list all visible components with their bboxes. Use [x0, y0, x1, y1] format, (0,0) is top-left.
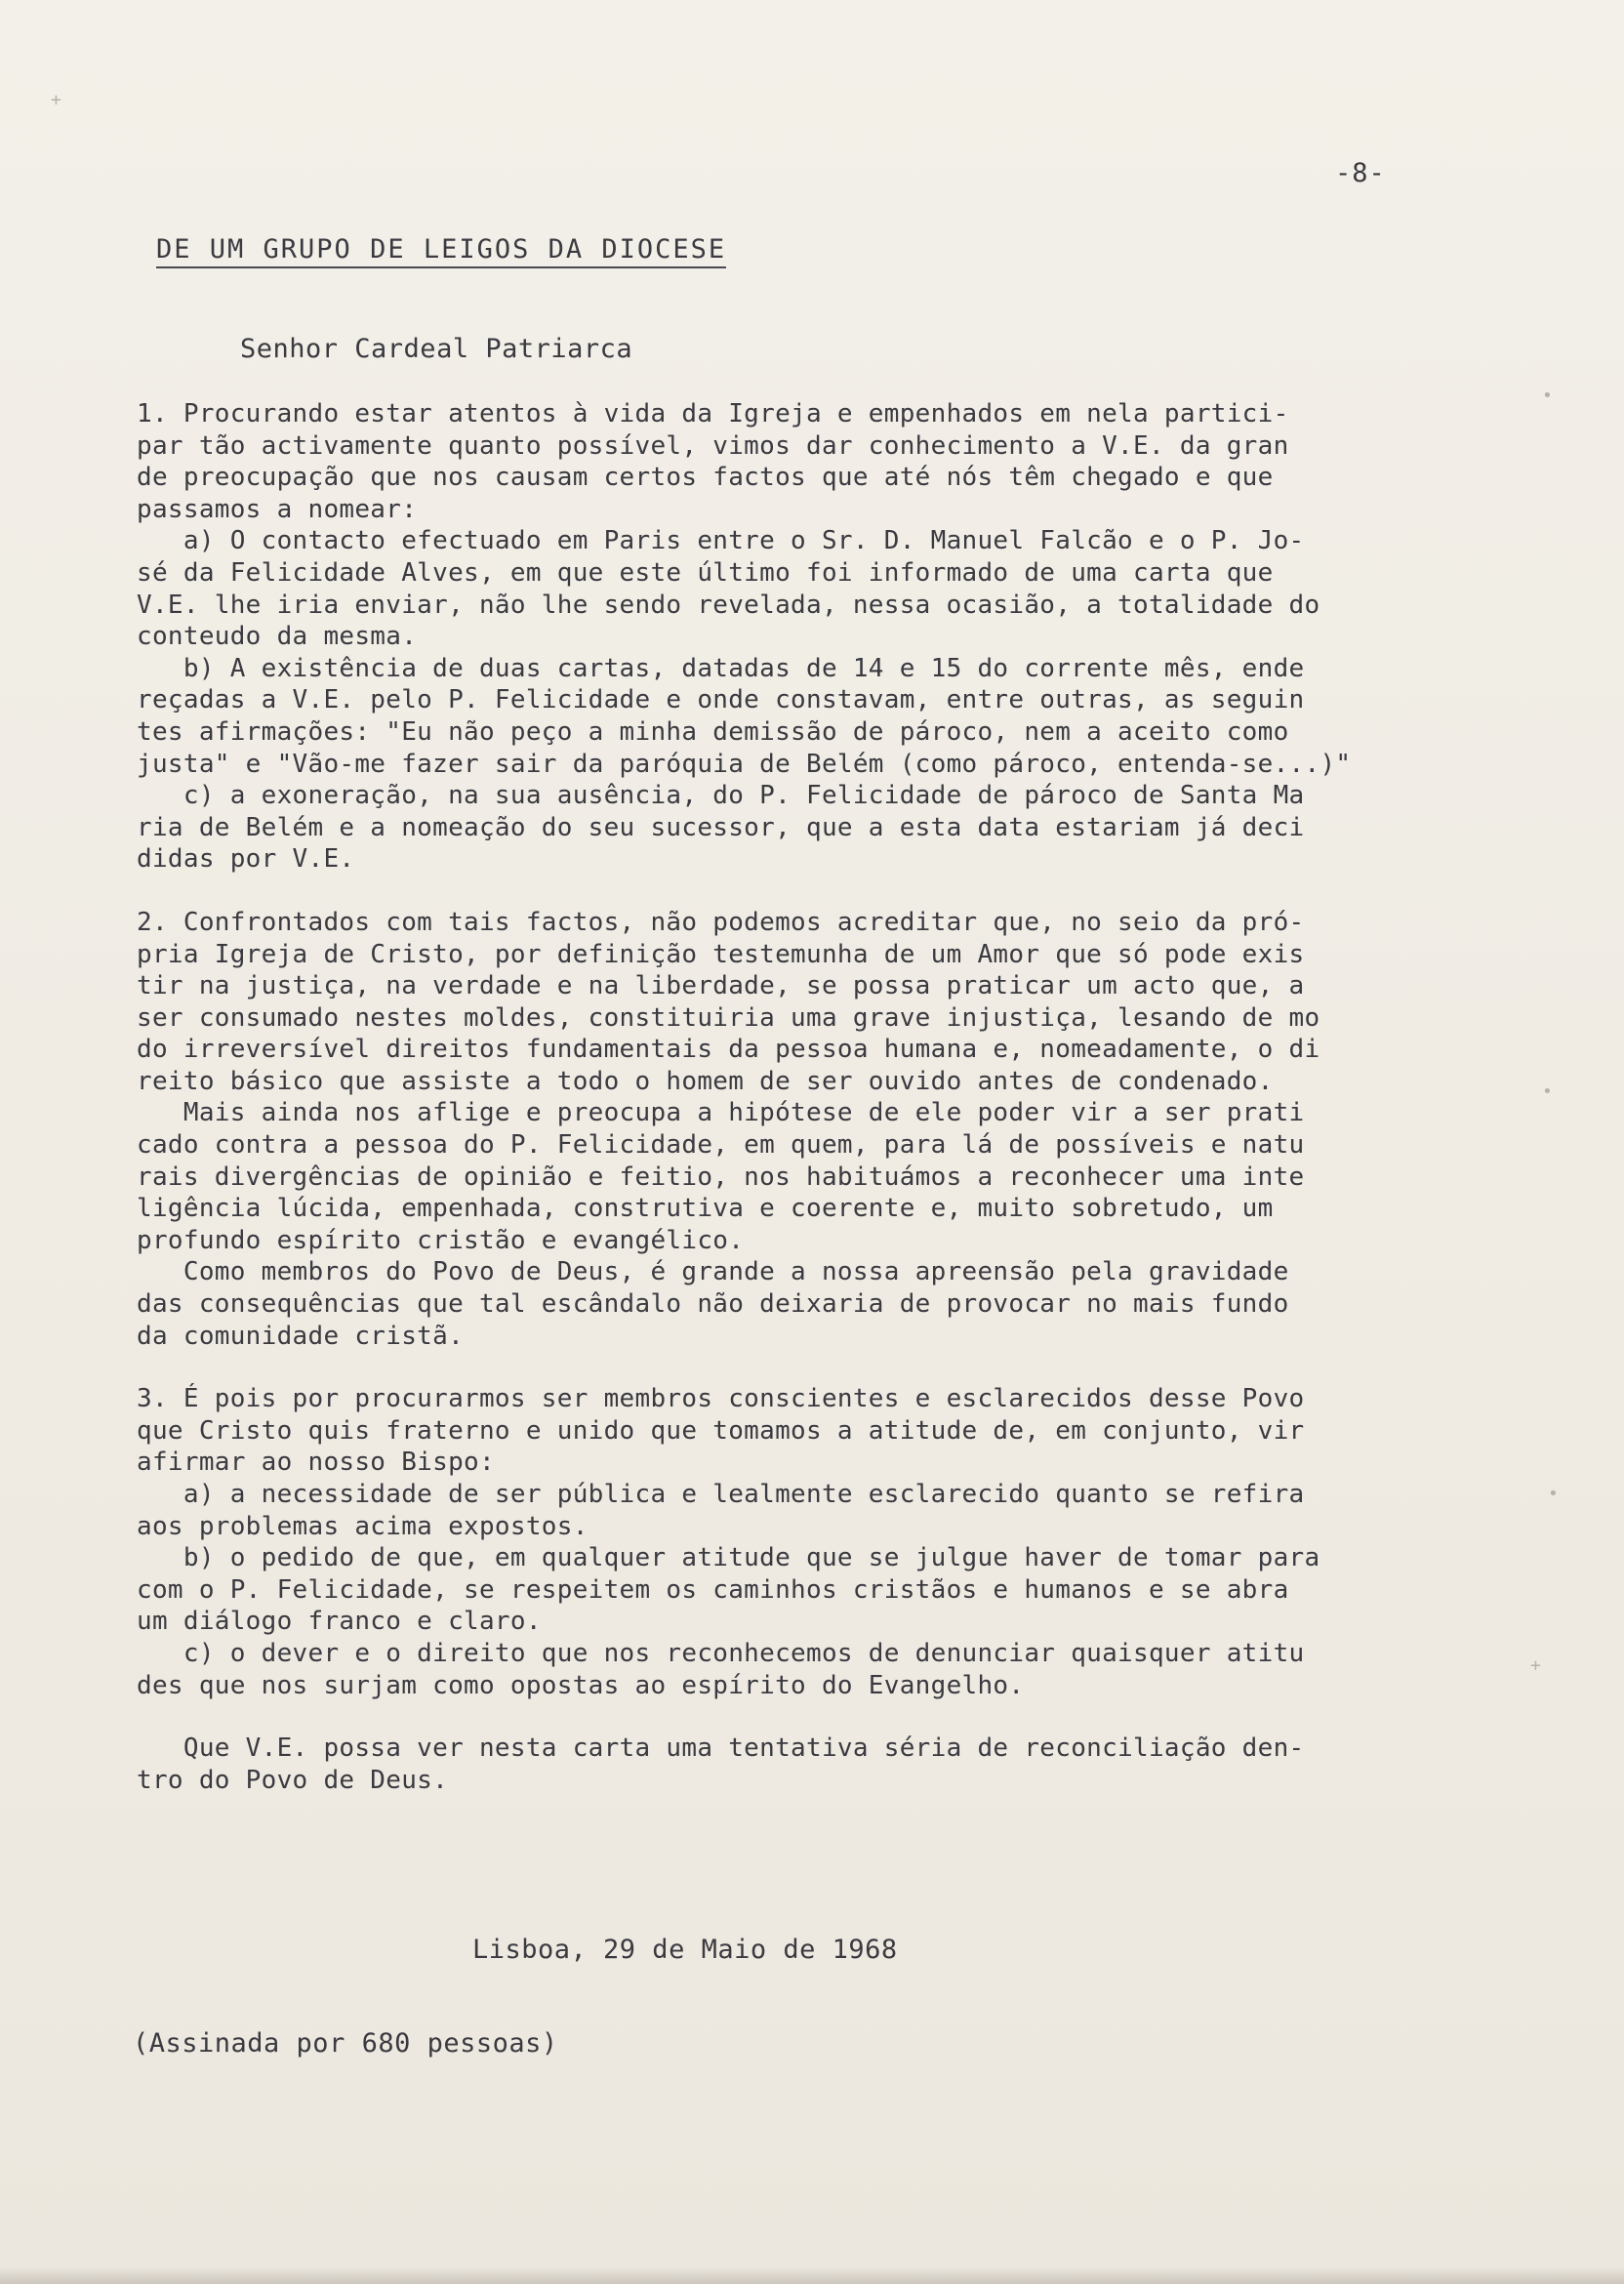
text-line: um diálogo franco e claro. [137, 1607, 542, 1637]
text-line: da comunidade cristã. [137, 1321, 465, 1351]
text-line: afirmar ao nosso Bispo: [137, 1448, 495, 1478]
text-line: de preocupação que nos causam certos factos que até nós têm chegado e que [137, 463, 1274, 493]
text-line: profundo espírito cristão e evangélico. [137, 1225, 745, 1255]
margin-plus-mark-icon: + [51, 90, 61, 110]
text-line: Como membros do Povo de Deus, é grande a nossa apreensão pela gravidade [137, 1257, 1289, 1287]
letter-body [137, 398, 1444, 1796]
text-line: ligência lúcida, empenhada, construtiva e coerente e, muito sobretudo, um [137, 1194, 1274, 1224]
text-line: conteudo da mesma. [137, 622, 418, 652]
text-line: pria Igreja de Cristo, por definição testemunha de um Amor que só pode exis [137, 939, 1305, 969]
text-line: tro do Povo de Deus. [137, 1765, 449, 1795]
text-line: tes afirmações: "Eu não peço a minha demissão de pároco, nem a aceito como [137, 716, 1289, 747]
text-line: a) O contacto efectuado em Paris entre o Sr. D. Manuel Falcão e o P. Jo- [137, 526, 1305, 556]
text-line: sé da Felicidade Alves, em que este último foi informado de uma carta que [137, 557, 1274, 588]
document-heading: DE UM GRUPO DE LEIGOS DA DIOCESE [156, 234, 726, 268]
text-line: do irreversível direitos fundamentais da pessoa humana e, nomeadamente, o di [137, 1035, 1320, 1065]
paragraph-gap [137, 1352, 1444, 1383]
text-line: cado contra a pessoa do P. Felicidade, em quem, para lá de possíveis e natu [137, 1130, 1305, 1161]
text-line: ser consumado nestes moldes, constituiria uma grave injustiça, lesando de mo [137, 1002, 1320, 1033]
salutation: Senhor Cardeal Patriarca [240, 334, 633, 364]
paragraph-gap [137, 1701, 1444, 1733]
text-line: aos problemas acima expostos. [137, 1511, 589, 1541]
margin-dot-mark-icon: • [1542, 386, 1553, 406]
place-and-date: Lisboa, 29 de Maio de 1968 [472, 1935, 898, 1965]
text-line: passamos a nomear: [137, 494, 418, 524]
text-line: a) a necessidade de ser pública e lealmente esclarecido quanto se refira [137, 1480, 1305, 1509]
text-line: 1. Procurando estar atentos à vida da Igreja e empenhados em nela partici- [137, 399, 1289, 428]
text-line: tir na justiça, na verdade e na liberdade, se possa praticar um acto que, a [137, 971, 1305, 1001]
text-line: justa" e "Vão-me fazer sair da paróquia de Belém (como pároco, entenda-se...)" [137, 749, 1352, 779]
text-line: c) o dever e o direito que nos reconhecemos de denunciar quaisquer atitu [137, 1638, 1305, 1668]
margin-dot-mark-icon: • [1542, 1081, 1553, 1102]
text-line: que Cristo quis fraterno e unido que tomamos a atitude de, em conjunto, vir [137, 1415, 1305, 1446]
closing-paragraph [137, 1733, 1444, 1796]
page-number: -8- [1335, 158, 1386, 188]
text-line: com o P. Felicidade, se respeitem os caminhos cristãos e humanos e se abra [137, 1574, 1289, 1605]
section-3 [137, 1383, 1444, 1701]
text-line: b) o pedido de que, em qualquer atitude que se julgue haver de tomar para [137, 1543, 1320, 1573]
text-line: didas por V.E. [137, 844, 355, 875]
text-line: c) a exoneração, na sua ausência, do P. Felicidade de pároco de Santa Ma [137, 781, 1305, 811]
signature-note: (Assinada por 680 pessoas) [133, 2028, 558, 2059]
text-line: reçadas a V.E. pelo P. Felicidade e onde constavam, entre outras, as seguin [137, 685, 1305, 715]
text-line: ria de Belém e a nomeação do seu sucessor, que a esta data estariam já deci [137, 812, 1305, 842]
text-line: par tão activamente quanto possível, vimos dar conhecimento a V.E. da gran [137, 430, 1289, 461]
text-line: 2. Confrontados com tais factos, não podemos acreditar que, no seio da pró- [137, 907, 1305, 937]
section-1 [137, 398, 1444, 876]
text-line: V.E. lhe iria enviar, não lhe sendo revelada, nessa ocasião, a totalidade do [137, 590, 1320, 620]
margin-dot-mark-icon: • [1548, 1484, 1559, 1504]
text-line: des que nos surjam como opostas ao espírito do Evangelho. [137, 1670, 1025, 1700]
text-line: Que V.E. possa ver nesta carta uma tentativa séria de reconciliação den- [137, 1733, 1305, 1764]
section-2 [137, 907, 1444, 1352]
margin-plus-mark-icon: + [1530, 1655, 1541, 1676]
text-line: b) A existência de duas cartas, datadas de 14 e 15 do corrente mês, ende [137, 653, 1305, 683]
paragraph-gap [137, 876, 1444, 907]
text-line: reito básico que assiste a todo o homem de ser ouvido antes de condenado. [137, 1066, 1274, 1096]
text-line: 3. É pois por procurarmos ser membros conscientes e esclarecidos desse Povo [137, 1384, 1305, 1414]
text-line: rais divergências de opinião e feitio, nos habituámos a reconhecer uma inte [137, 1162, 1305, 1192]
text-line: Mais ainda nos aflige e preocupa a hipótese de ele poder vir a ser prati [137, 1098, 1305, 1128]
text-line: das consequências que tal escândalo não deixaria de provocar no mais fundo [137, 1289, 1289, 1320]
